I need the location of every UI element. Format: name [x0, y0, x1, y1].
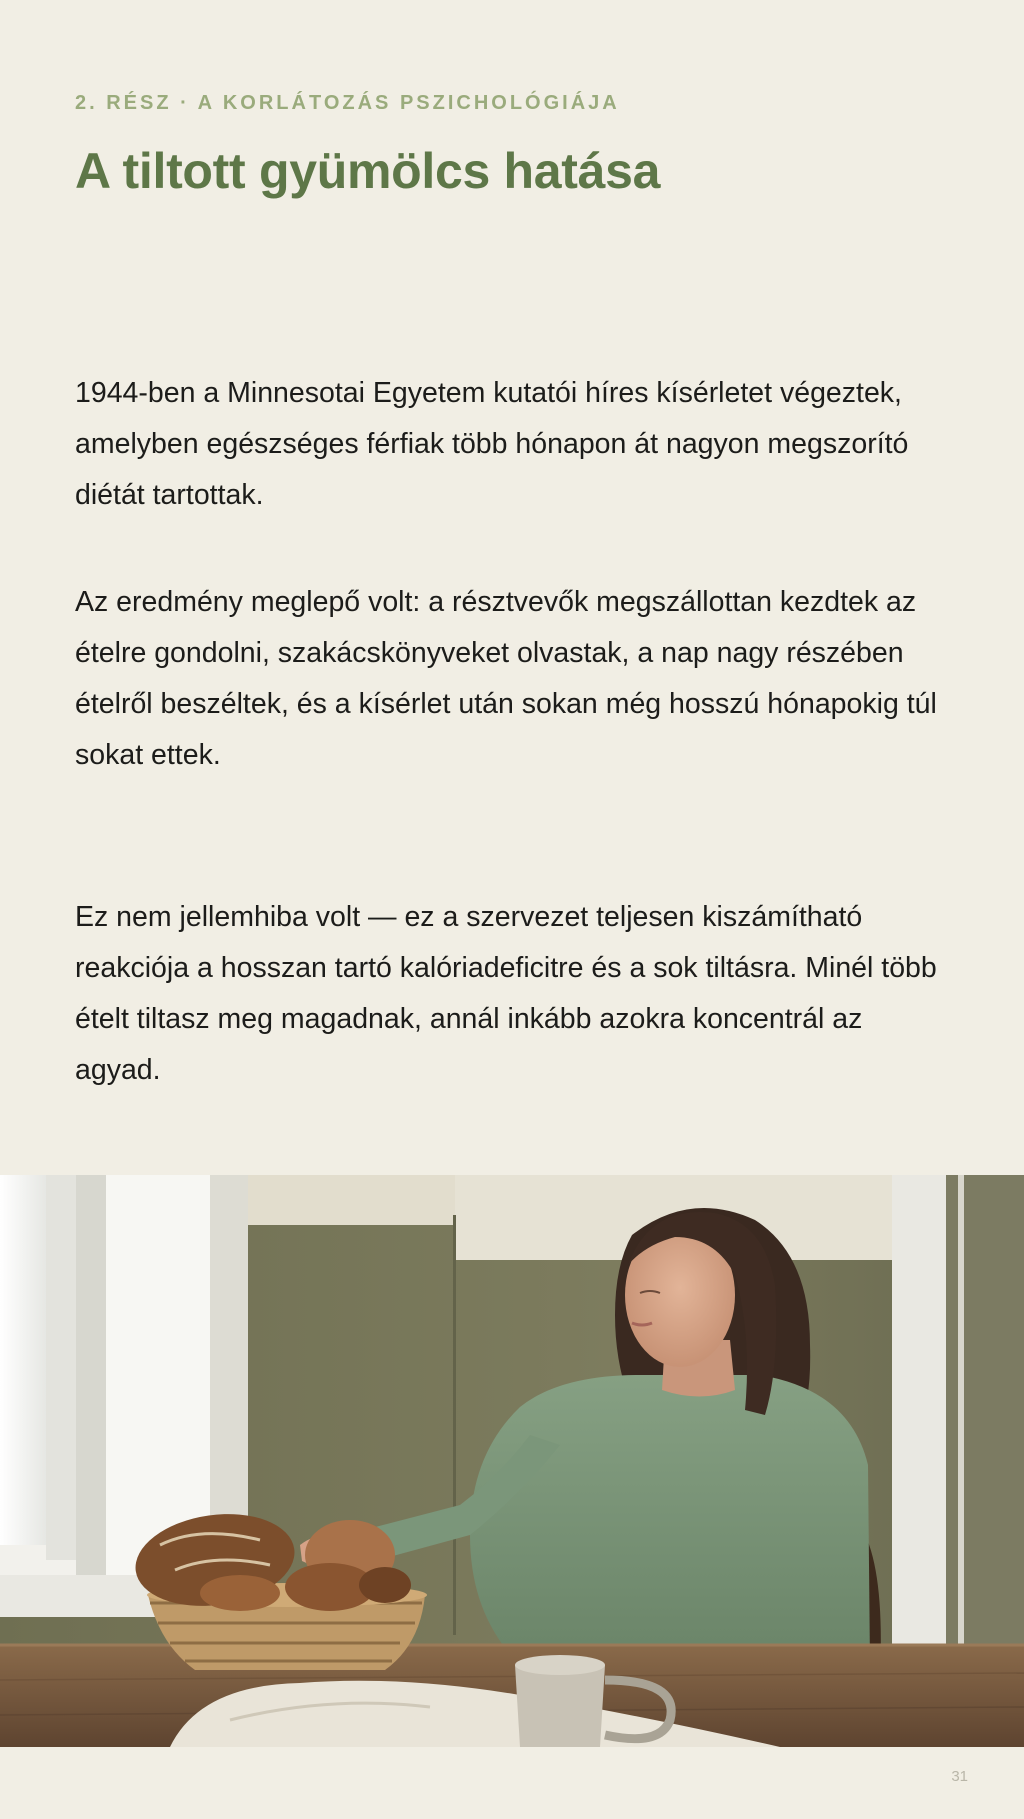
page-number: 31	[951, 1768, 968, 1785]
section-kicker: 2. RÉSZ · A KORLÁTOZÁS PSZICHOLÓGIÁJA	[75, 92, 620, 114]
door-frame	[892, 1175, 946, 1675]
sweater	[470, 1375, 870, 1665]
photo-scene	[0, 1175, 1024, 1747]
body-paragraph: Ez nem jellemhiba volt — ez a szervezet teljesen kiszámítható reakciója a hosszan tartó kalóriadeficitre és a sok tiltásra. Minél több ételt tiltasz meg magadnak, annál inkább azokra koncentrál az agyad.	[75, 901, 937, 1086]
page-title: A tiltott gyümölcs hatása	[75, 143, 661, 199]
body-paragraph: 1944-ben a Minnesotai Egyetem kutatói híres kísérletet végeztek, amelyben egészséges férfiak több hónapon át nagyon megszorító diétát tartottak.	[75, 377, 909, 511]
mug	[515, 1665, 605, 1747]
window-glass	[0, 1175, 46, 1545]
body-paragraph: Az eredmény meglepő volt: a résztvevők megszállottan kezdtek az ételre gondolni, szakácskönyveket olvastak, a nap nagy részében ételről beszéltek, és a kísérlet után sokan még hosszú hónapokig túl sokat ettek.	[75, 586, 937, 771]
illustration-photo	[0, 1175, 1024, 1747]
pastry	[200, 1575, 280, 1611]
